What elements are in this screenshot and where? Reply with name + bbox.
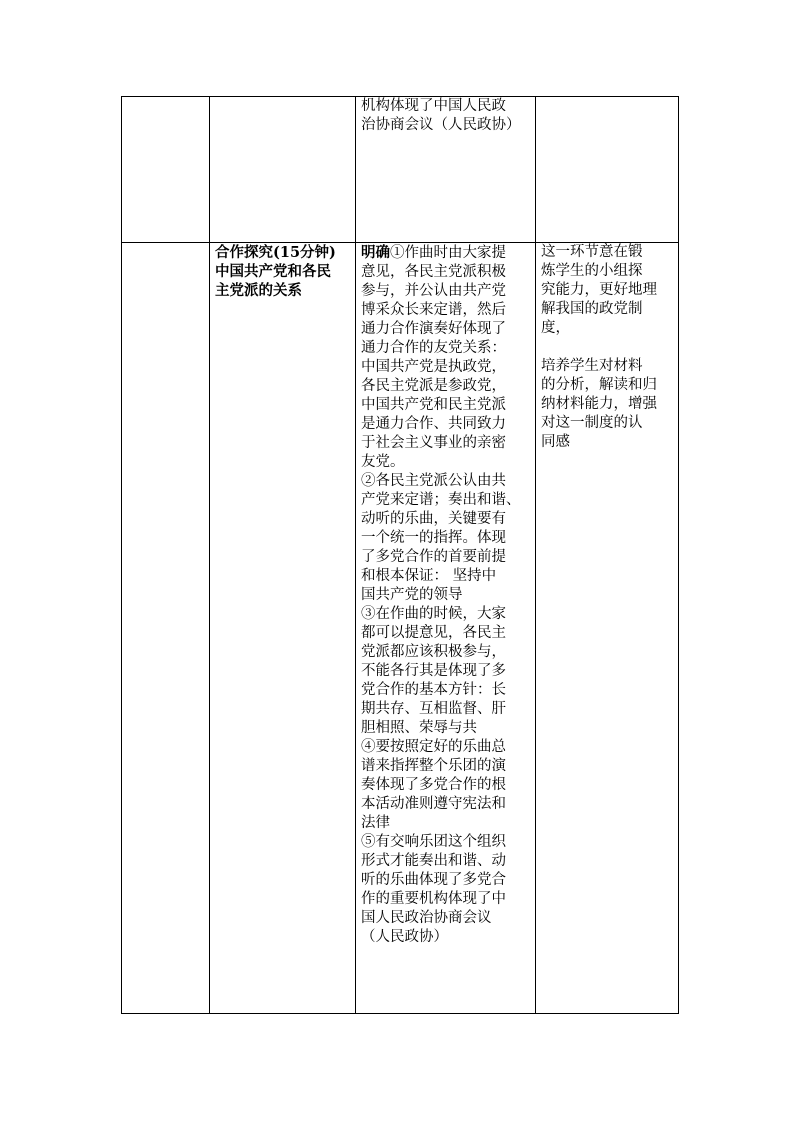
content-line: 中国共产党和民主党派 [361,397,506,413]
content-first: ①作曲时由大家提 [390,245,506,261]
content-line: ③在作曲的时候，大家 [361,606,506,622]
content-line: 和根本保证： 坚持中 [361,568,497,584]
intent-line: 纳材料能力，增强 [541,396,657,412]
table-row [122,243,679,1014]
intent-line: 同感 [541,434,570,450]
intent-line: 解我国的政党制 [541,301,643,317]
intent-line: 培养学生对材料 [541,358,643,374]
content-line: 党派都应该积极参与， [361,644,506,660]
table-row [122,97,679,243]
content-line: 期共存、互相监督、肝 [361,701,506,717]
paragraph-gap [541,338,673,357]
cell-activity-title [210,243,356,1014]
content-line: 通力合作演奏好体现了 [361,321,506,337]
content-heading: 明确 [361,244,390,261]
activity-title-line: 中国共产党和各民 [215,263,331,280]
content-line: ⑤有交响乐团这个组织 [361,834,506,850]
content-line: 本活动准则遵守宪法和 [361,796,506,812]
content-line: 产党来定谱；奏出和谐、 [361,492,521,508]
cell-stage [122,97,210,243]
content-line: 一个统一的指挥。体现 [361,530,506,546]
content-line: 谱来指挥整个乐团的演 [361,758,506,774]
content-line: 国共产党的领导 [361,587,463,603]
content-line: 胆相照、荣辱与共 [361,720,477,736]
intent-line: 度， [541,320,570,336]
content-line: 不能各行其是体现了多 [361,663,506,679]
content-line: 动听的乐曲，关键要有 [361,511,506,527]
content-line: 各民主党派是参政党， [361,378,506,394]
cell-stage [122,243,210,1014]
intent-line: 的分析，解读和归 [541,377,657,393]
content-line: 都可以提意见，各民主 [361,625,506,641]
lesson-plan-table [121,96,679,1014]
content-line: 形式才能奏出和谐、动 [361,853,506,869]
cell-intent [536,97,679,243]
content-line: 机构体现了中国人民政 [361,98,506,114]
content-line: 法律 [361,815,390,831]
content-line: 意见，各民主党派积极 [361,264,506,280]
content-line: 通力合作的友党关系： [361,340,506,356]
intent-line: 炼学生的小组探 [541,263,643,279]
content-line: ④要按照定好的乐曲总 [361,739,506,755]
intent-line: 这一环节意在锻 [541,244,643,260]
content-line: 是通力合作、共同致力 [361,416,506,432]
content-line: 国人民政治协商会议 [361,910,492,926]
content-line: 参与，并公认由共产党 [361,283,506,299]
cell-content [356,97,536,243]
content-line: 奏体现了多党合作的根 [361,777,506,793]
content-line: 友党。 [361,454,405,470]
content-line: ②各民主党派公认由共 [361,473,506,489]
content-line: 博采众长来定谱，然后 [361,302,506,318]
cell-activity [210,97,356,243]
content-line: 党合作的基本方针：长 [361,682,506,698]
content-line: 了多党合作的首要前提 [361,549,506,565]
content-line: 中国共产党是执政党， [361,359,506,375]
content-line: 治协商会议（人民政协） [361,117,521,133]
content-line: 于社会主义事业的亲密 [361,435,506,451]
activity-title-line: 合作探究(15分钟) [215,244,336,261]
content-line: 听的乐曲体现了多党合 [361,872,506,888]
content-line: 作的重要机构体现了中 [361,891,506,907]
content-line: （人民政协） [361,929,448,945]
content-line [361,243,530,263]
intent-line: 究能力，更好地理 [541,282,657,298]
cell-intent [536,243,679,1014]
cell-content [356,243,536,1014]
activity-title-line: 主党派的关系 [215,282,302,299]
intent-line: 对这一制度的认 [541,415,643,431]
